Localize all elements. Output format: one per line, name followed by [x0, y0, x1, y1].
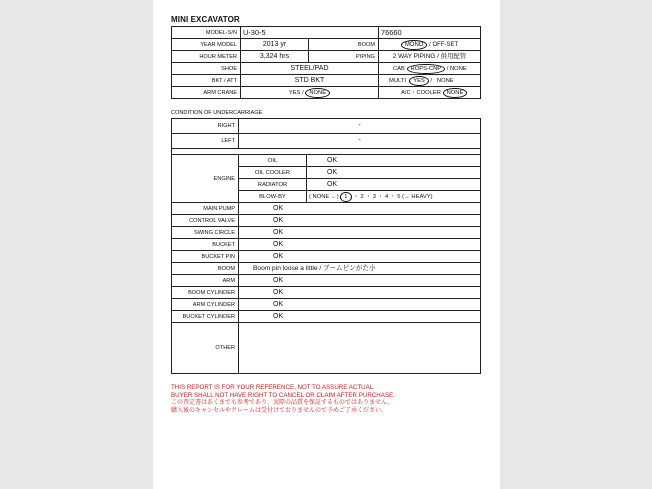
item-value: OK	[239, 227, 481, 239]
other-value	[239, 323, 481, 374]
table-row	[172, 311, 481, 323]
cab-cell	[379, 63, 481, 75]
row-model	[172, 27, 481, 39]
blow-by-label: BLOW-BY	[239, 191, 307, 203]
ac-none-circled: NONE	[443, 88, 468, 98]
bkt-att-value: STD BKT	[241, 75, 379, 87]
disclaimer-line-4: 購入後のキャンセルやクレームは受付けておりませんので予めご了承ください。	[171, 408, 388, 414]
blow-by-scale	[307, 191, 481, 203]
row-left	[172, 134, 481, 149]
item-label: CONTROL VALVE	[172, 215, 239, 227]
machine-info-table	[171, 26, 481, 99]
table-row	[172, 227, 481, 239]
multi-none-option: NONE	[436, 77, 454, 84]
cab-label: CAB	[393, 65, 405, 72]
item-value: OK	[239, 251, 481, 263]
undercarriage-section-label: CONDITION OF UNDERCARRIAGE	[171, 110, 263, 116]
table-row	[172, 287, 481, 299]
disclaimer-line-2: BUYER SHALL NOT HAVE RIGHT TO CANCEL OR CLAIM AFTER PURCHASE.	[171, 392, 395, 399]
item-value: OK	[239, 275, 481, 287]
row-right	[172, 119, 481, 134]
item-value: Boom pin loose a little / ブームピンがた小	[239, 263, 481, 275]
left-value: -	[239, 134, 481, 149]
blow-by-none: ( NONE ←)	[309, 193, 339, 200]
year-label: YEAR MODEL	[172, 39, 241, 51]
serial-value: 76660	[379, 27, 481, 39]
hour-meter-value: 3,324 hrs	[241, 51, 309, 63]
table-row	[172, 215, 481, 227]
table-row	[172, 263, 481, 275]
item-label: SWING CIRCLE	[172, 227, 239, 239]
item-label: BOOM	[172, 263, 239, 275]
radiator-value: OK	[307, 179, 481, 191]
piping-value: 2 WAY PIPING / 併用配管	[379, 51, 481, 63]
model-sn-label: MODEL-S/N	[172, 27, 241, 39]
arm-crane-cell	[241, 87, 379, 99]
boom-label: BOOM	[309, 39, 379, 51]
item-label: BUCKET CYLINDER	[172, 311, 239, 323]
boom-separator: /	[427, 41, 433, 48]
report-title: MINI EXCAVATOR	[171, 15, 240, 24]
piping-label: PIPING	[309, 51, 379, 63]
multi-label: MULTI	[389, 77, 406, 84]
oil-cooler-label: OIL COOLER	[239, 167, 307, 179]
boom-offset-option: OFF-SET	[432, 41, 459, 48]
right-value: -	[239, 119, 481, 134]
item-label: ARM	[172, 275, 239, 287]
row-oil	[172, 155, 481, 167]
arm-crane-separator: /	[300, 89, 306, 96]
bkt-att-label: BKT / ATT	[172, 75, 241, 87]
multi-yes-circled: YES	[409, 76, 429, 86]
item-label: ARM CYLINDER	[172, 299, 239, 311]
ac-cooler-label: A/C・COOLER	[401, 89, 441, 96]
table-row	[172, 239, 481, 251]
arm-crane-label: ARM CRANE	[172, 87, 241, 99]
table-row	[172, 251, 481, 263]
table-row	[172, 275, 481, 287]
item-value: OK	[239, 215, 481, 227]
oil-cooler-value: OK	[307, 167, 481, 179]
row-hours	[172, 51, 481, 63]
item-label: BUCKET PIN	[172, 251, 239, 263]
other-label: OTHER	[172, 323, 239, 374]
row-shoe	[172, 63, 481, 75]
multi-cell	[379, 75, 481, 87]
multi-separator: /	[428, 77, 434, 84]
blow-by-rest: ・ 2 ・ 3 ・ 4 ・ 5 (→ HEAVY)	[351, 193, 433, 200]
ac-cooler-cell	[379, 87, 481, 99]
item-value: OK	[239, 239, 481, 251]
shoe-label: SHOE	[172, 63, 241, 75]
model-value: U-30-5	[241, 27, 379, 39]
right-label: RIGHT	[172, 119, 239, 134]
cab-none-option: NONE	[450, 65, 467, 72]
boom-type	[379, 39, 481, 51]
oil-label: OIL	[239, 155, 307, 167]
year-value: 2013 yr	[241, 39, 309, 51]
item-label: BOOM CYLINDER	[172, 287, 239, 299]
arm-crane-yes-option: YES	[288, 89, 301, 96]
item-value: OK	[239, 311, 481, 323]
row-bkt	[172, 75, 481, 87]
item-value: OK	[239, 287, 481, 299]
cab-separator: /	[445, 65, 450, 72]
boom-mono-circled: MONO	[401, 40, 428, 50]
disclaimer-line-1: THIS REPORT IS FOR YOUR REFERENCE, NOT TO ASSURE ACTUAL	[171, 384, 374, 391]
item-label: MAIN PUMP	[172, 203, 239, 215]
row-year	[172, 39, 481, 51]
condition-table	[171, 118, 481, 374]
table-row	[172, 299, 481, 311]
inspection-report-page	[153, 0, 500, 489]
hour-meter-label: HOUR METER	[172, 51, 241, 63]
left-label: LEFT	[172, 134, 239, 149]
radiator-label: RADIATOR	[239, 179, 307, 191]
table-row	[172, 203, 481, 215]
arm-crane-none-circled: NONE	[305, 88, 330, 98]
item-value: OK	[239, 299, 481, 311]
oil-value: OK	[307, 155, 481, 167]
row-other	[172, 323, 481, 374]
engine-label: ENGINE	[172, 155, 239, 203]
cab-rops-circled: ROPS-CNP	[407, 64, 446, 74]
item-label: BUCKET	[172, 239, 239, 251]
item-value: OK	[239, 203, 481, 215]
shoe-value: STEEL/PAD	[241, 63, 379, 75]
disclaimer-line-3: この査定書はあくまでも参考であり、実際の品質を保証するものではありません。	[171, 400, 394, 406]
row-arm-crane	[172, 87, 481, 99]
blow-by-level-circled: 1	[340, 192, 351, 202]
